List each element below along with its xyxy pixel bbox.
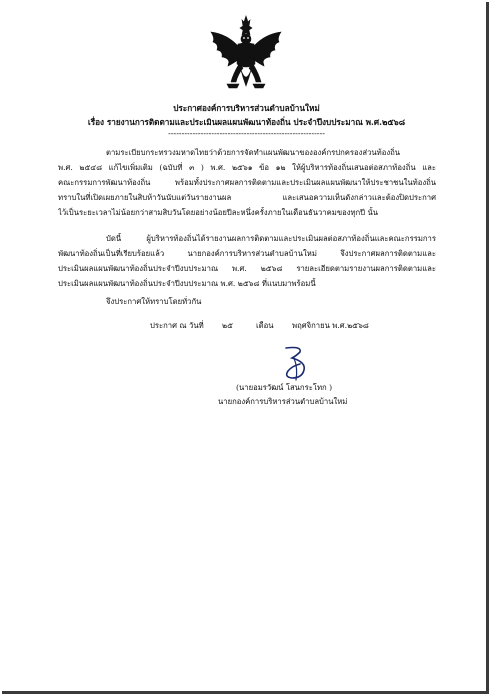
date-month-label: เดือน (256, 321, 274, 330)
paragraph1-line: พ.ศ. ๒๕๔๘ แก้ไขเพิ่มเติม (ฉบับที่ ๓ ) พ.ศ. ๒๕๖๑ ข้อ ๑๒ ให้ผู้บริหารท้องถิ่นเสนอต่อสภาท้องถิ่น และ (58, 163, 436, 172)
paragraph1-line: ไว้เป็นระยะเวลาไม่น้อยกว่าสามสิบวันโดยอย่างน้อยปีละหนึ่งครั้งภายในเดือนธันวาคมของทุกปี นั้น (58, 208, 379, 217)
closing-statement: จึงประกาศให้ทราบโดยทั่วกัน (106, 297, 202, 306)
paragraph2-line: ประเมินผลแผนพัฒนาท้องถิ่นประจำปีงบประมาณ พ.ศ. ๒๕๖๘ ที่แนบมาพร้อมนี้ (58, 279, 316, 288)
handwritten-signature-icon (276, 344, 316, 384)
title-divider: ---------------------------------------------------------- (168, 129, 325, 138)
announcement-title: ประกาศองค์การบริหารส่วนตำบลบ้านใหม่ (173, 103, 320, 113)
date-prefix: ประกาศ ณ วันที่ (150, 321, 204, 330)
paragraph2-line: บัดนี้ ผู้บริหารท้องถิ่นได้รายงานผลการติดตามและประเมินผลต่อสภาท้องถิ่นและคณะกรรมการ (106, 234, 436, 243)
date-month-year: พฤศจิกายน พ.ศ.๒๕๖๘ (292, 321, 369, 330)
paragraph1-line: คณะกรรมการพัฒนาท้องถิ่น พร้อมทั้งประกาศผลการติดตามและประเมินผลแผนพัฒนาให้ประชาชนในท้องถิ่น (58, 178, 436, 187)
paragraph2-line: พัฒนาท้องถิ่นเป็นที่เรียบร้อยแล้ว นายกองค์การบริหารส่วนตำบลบ้านใหม่ จึงประกาศผลการติดตามและ (58, 249, 436, 258)
announcement-subject: เรื่อง รายงานการติดตามและประเมินผลแผนพัฒนาท้องถิ่น ประจำปีงบประมาณ พ.ศ.๒๕๖๘ (87, 117, 406, 127)
garuda-emblem-icon (207, 14, 285, 100)
paragraph2-line: ประเมินผลแผนพัฒนาท้องถิ่นประจำปีงบประมาณ พ.ศ. ๒๕๖๘ รายละเอียดตามรายงานผลการติดตามและ (58, 264, 436, 273)
date-day: ๒๕ (222, 321, 233, 330)
paragraph1-line: ตามระเบียบกระทรวงมหาดไทยว่าด้วยการจัดทำแผนพัฒนาขององค์กรปกครองส่วนท้องถิ่น (106, 148, 401, 157)
signatory-position: นายกองค์การบริหารส่วนตำบลบ้านใหม่ (218, 397, 348, 406)
signatory-name: (นายอมรวัฒน์ โสนกระโทก ) (236, 383, 333, 392)
paragraph1-line: ทราบในที่เปิดเผยภายในสิบห้าวันนับแต่วันรายงานผล และเสนอความเห็นดังกล่าวและต้องปิดประกาศ (58, 193, 436, 202)
